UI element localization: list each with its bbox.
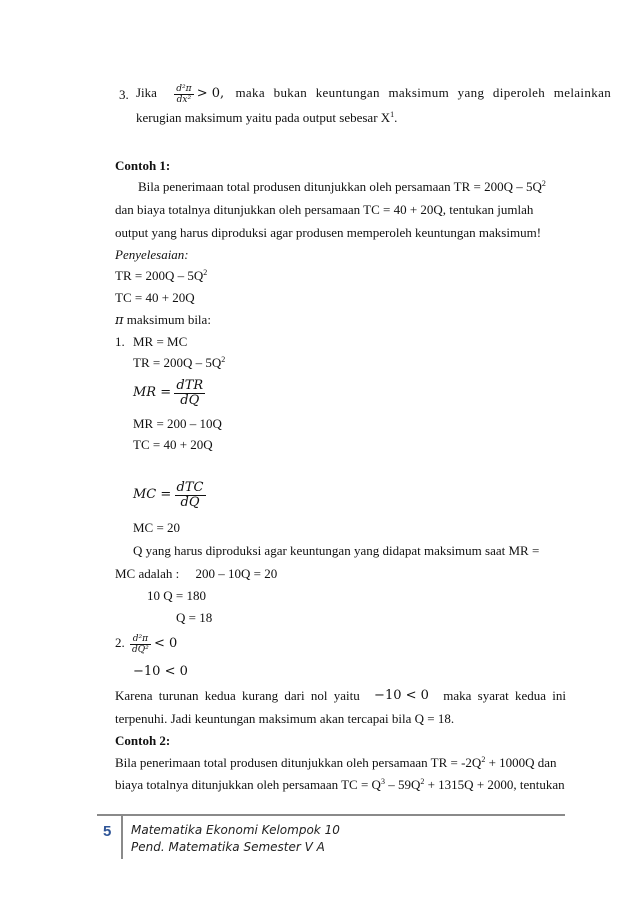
step1-tr: TR = $200Q - 5Q^2$ [133, 355, 226, 370]
footer-line2: Pend. Matematika Semester V A [131, 840, 325, 854]
tc-equation: TC = 40 + 20Q [115, 290, 195, 305]
tr-equation: TR = $200Q - 5Q^2$ [115, 268, 208, 283]
item3-line2: kerugian maksimum yaitu pada output sebesar $X^1$. [136, 110, 398, 125]
step2-condition: 2. $\frac{\text{d²π}}{\text{dQ²}}$ < 0 [115, 633, 178, 655]
item3-gt-zero: > 0, [196, 86, 225, 101]
item3-number: 3. [119, 87, 129, 102]
item3-fraction: $\frac{\text{d²π}}{\text{dx²}}$ [176, 83, 192, 105]
step1-number: 1. [115, 334, 125, 349]
q-line3: 10 Q = 180 [147, 588, 206, 603]
neg-ten-line: −10 < 0 [133, 664, 188, 679]
tc-value: TC = 40 + 20Q [133, 437, 213, 452]
karena-line: Karena turunan kedua kurang dari nol yaitu −10 < 0 maka syarat kedua ini [115, 688, 566, 703]
step1-mr-mc: MR = MC [133, 334, 188, 349]
contoh1-para-line3: output yang harus diproduksi agar produsen memperoleh keuntungan maksimum! [115, 225, 542, 240]
footer-divider [121, 814, 123, 859]
terpenuhi-line: terpenuhi. Jadi keuntungan maksimum akan tercapai bila Q = 18. [115, 711, 455, 726]
contoh1-heading: Contoh 1: [115, 158, 171, 173]
penyelesaian-label: Penyelesaian: [115, 247, 189, 262]
contoh1-para-line2: dan biaya totalnya ditunjukkan oleh persamaan TC = 40 + 20Q, tentukan jumlah [115, 202, 534, 217]
contoh2-heading: Contoh 2: [115, 733, 171, 748]
q-line1: Q yang harus diproduksi agar keuntungan yang didapat maksimum saat MR = [133, 543, 540, 558]
mr-value: MR = 200 – 10Q [133, 416, 222, 431]
mc-derivative: MC = $\frac{\text{dTC}}{dQ}$ [133, 479, 204, 510]
q-line2: MC adalah : 200 – 10Q = 20 [115, 566, 278, 581]
item3-line1 [136, 78, 612, 109]
item3-line1-rest: maka bukan keuntungan maksimum yang diperoleh melainkan [235, 85, 612, 100]
page-number: 5 [103, 823, 112, 840]
mc-value: MC = 20 [133, 520, 181, 535]
pi-maksimum: π maksimum bila: [115, 312, 211, 328]
contoh2-para-line2: biaya totalnya ditunjukkan oleh persamaan TC = $Q^3 - 59Q^2 + 1315Q + 2000$, tentukan [115, 777, 565, 792]
footer-line1: Matematika Ekonomi Kelompok 10 [131, 823, 340, 837]
contoh1-para-line1: Bila penerimaan total produsen ditunjukkan oleh persamaan TR = $200Q - 5Q^2$ [138, 179, 546, 194]
contoh2-para-line1: Bila penerimaan total produsen ditunjukkan oleh persamaan TR = $-2Q^2 + 1000Q$ dan [115, 755, 557, 770]
mr-derivative: MR = $\frac{\text{dTR}}{dQ}$ [133, 377, 204, 408]
q-line4: Q = 18 [176, 610, 213, 625]
footer-rule [97, 814, 565, 816]
item3-jika: Jika [136, 85, 157, 100]
